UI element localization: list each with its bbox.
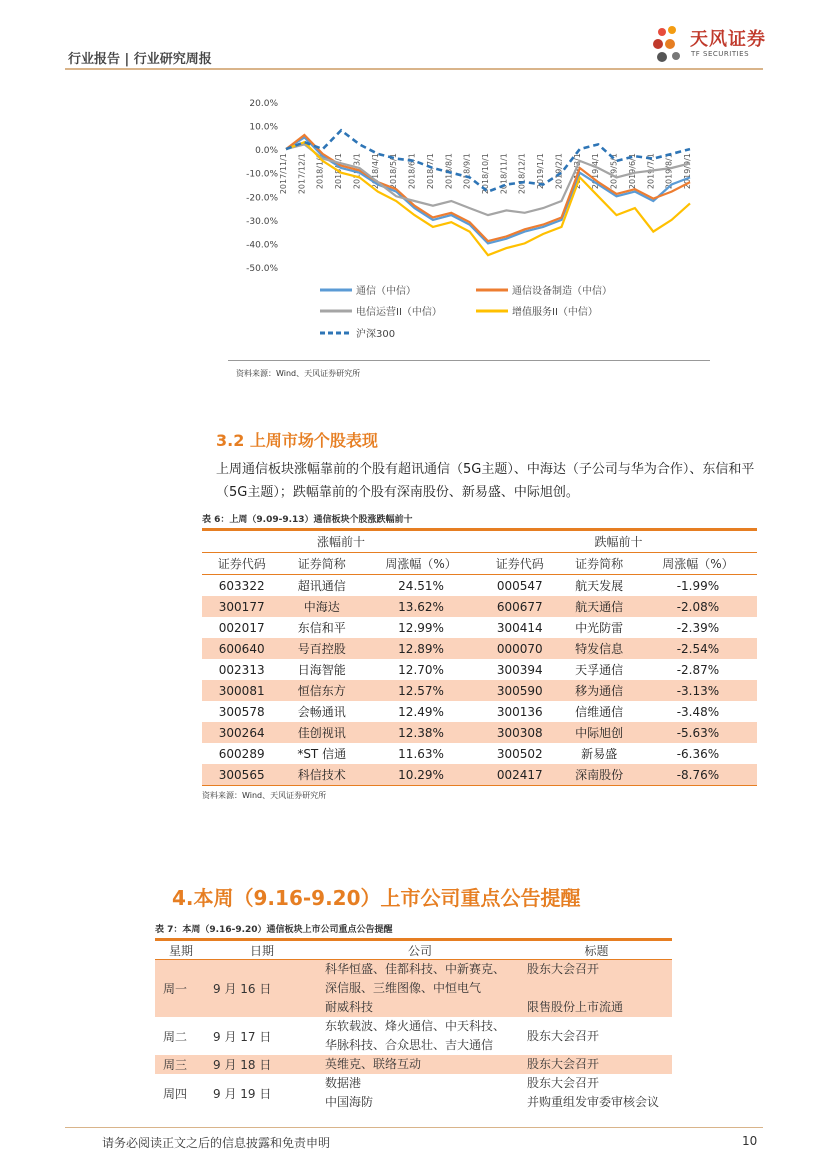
col-header: 证券简称: [281, 553, 362, 575]
y-tick-label: 0.0%: [255, 146, 278, 157]
table-cell: -2.87%: [676, 662, 720, 677]
table-cell: 东信和平: [297, 621, 346, 635]
title-line: 股东大会召开: [527, 962, 600, 976]
table-cell: -2.08%: [639, 596, 757, 617]
chart-bottom-rule: [228, 360, 710, 361]
table-row: [202, 680, 757, 701]
industry-index-chart: [228, 90, 710, 362]
table-cell: 11.63%: [398, 746, 444, 761]
table-cell: -1.99%: [676, 578, 720, 593]
table-cell: 300565: [202, 764, 281, 786]
table-row: [202, 764, 757, 786]
table-cell: -2.39%: [676, 620, 720, 635]
x-tick-label: 2018/2/1: [334, 153, 344, 190]
y-tick-label: -30.0%: [246, 216, 278, 227]
companies-cell: [319, 1074, 521, 1112]
col-header: 日期: [205, 940, 319, 960]
table-cell: 300264: [202, 722, 281, 743]
y-tick-label: -50.0%: [246, 264, 278, 274]
table-cell: 13.62%: [362, 596, 480, 617]
table-cell: 002313: [218, 662, 265, 677]
company-line: 华脉科技、合众思壮、吉大通信: [325, 1038, 494, 1052]
table-cell: -3.13%: [639, 680, 757, 701]
table-cell: 12.70%: [398, 662, 444, 677]
x-tick-label: 2019/1/1: [536, 153, 546, 190]
table-row: [155, 1017, 672, 1055]
table-cell: 航天发展: [575, 579, 624, 593]
table-cell: 特发信息: [559, 638, 638, 659]
table-row: [202, 701, 757, 722]
x-tick-label: 2018/8/1: [444, 153, 454, 190]
title-line: 并购重组发审委审核会议: [527, 1095, 660, 1109]
table-cell: 新易盛: [581, 747, 618, 761]
table-row: [202, 659, 757, 680]
table-cell: 中光防雷: [575, 621, 624, 635]
logo-subtext: TF SECURITIES: [691, 50, 750, 58]
report-header: 行业报告 | 行业研究周报: [68, 52, 212, 67]
date: 9 月 16 日: [213, 982, 272, 996]
table-cell: 移为通信: [559, 680, 638, 701]
x-tick-label: 2019/3/1: [572, 153, 582, 190]
table-row: [202, 722, 757, 743]
table-cell: -6.36%: [676, 746, 720, 761]
table-cell: 300177: [202, 596, 281, 617]
table-cell: 300081: [202, 680, 281, 701]
table-cell: 000070: [480, 638, 559, 659]
table-cell: 600677: [480, 596, 559, 617]
table-cell: 天孚通信: [575, 663, 624, 677]
table-row: [202, 596, 757, 617]
section-title: 3.2 上周市场个股表现: [216, 431, 378, 450]
x-tick-label: 2018/10/1: [481, 153, 490, 195]
date-cell: [205, 1074, 319, 1112]
date: 9 月 18 日: [213, 1058, 272, 1072]
weekday: 周四: [163, 1086, 188, 1101]
date: 9 月 17 日: [213, 1029, 272, 1044]
x-tick-label: 2017/12/1: [297, 153, 307, 195]
date-cell: [205, 960, 319, 1018]
weekday: 周二: [163, 1029, 188, 1044]
title-line: [527, 979, 666, 998]
titles-cell: [521, 1017, 672, 1055]
company-line: 科华恒盛、佳都科技、中新赛克、: [325, 962, 506, 976]
companies-cell: [319, 1017, 521, 1055]
table-cell: 中际旭创: [559, 722, 638, 743]
col-header: 证券代码: [480, 553, 559, 575]
weekday: 周一: [163, 982, 188, 996]
date: 9 月 19 日: [213, 1086, 272, 1101]
footer-divider: [65, 1127, 763, 1128]
table-cell: 12.99%: [398, 620, 444, 635]
col-header: 周涨幅（%）: [362, 553, 480, 575]
title-line: 股东大会召开: [527, 1057, 600, 1071]
table-row: [155, 1055, 672, 1074]
table-cell: 300590: [480, 680, 559, 701]
table-cell: 300414: [496, 620, 543, 635]
companies-cell: [319, 960, 521, 1018]
footer-disclaimer: 请务必阅读正文之后的信息披露和免责申明: [102, 1136, 331, 1150]
x-tick-label: 2019/8/1: [664, 153, 674, 190]
table-cell: 600289: [218, 746, 265, 761]
x-tick-label: 2018/11/1: [499, 153, 509, 195]
company-line: 中国海防: [325, 1095, 374, 1109]
page-number: 10: [742, 1134, 758, 1148]
weekday-cell: [155, 1017, 205, 1055]
y-tick-label: -10.0%: [246, 169, 278, 180]
table-cell: 12.57%: [362, 680, 480, 701]
x-tick-label: 2019/6/1: [627, 153, 637, 190]
titles-cell: [521, 1074, 672, 1112]
table-row: [202, 617, 757, 638]
x-tick-label: 2018/7/1: [425, 153, 435, 190]
header-divider: [65, 68, 763, 70]
legend-label: 沪深300: [356, 329, 396, 340]
title-line: 股东大会召开: [527, 1076, 600, 1090]
table-cell: 佳创视讯: [281, 722, 362, 743]
title-line: 限售股份上市流通: [527, 1000, 624, 1014]
table-cell: 300136: [496, 704, 543, 719]
losers-group-header: 跌幅前十: [480, 530, 757, 553]
table-cell: 航天通信: [559, 596, 638, 617]
y-tick-label: -40.0%: [246, 240, 278, 251]
companies-cell: [319, 1055, 521, 1074]
company-line: 数据港: [325, 1076, 362, 1090]
company-line: 东软载波、烽火通信、中天科技、: [325, 1019, 506, 1033]
table6-source: 资料来源：Wind、天风证券研究所: [202, 791, 327, 800]
y-tick-label: 10.0%: [249, 122, 278, 133]
table-cell: -3.48%: [676, 704, 720, 719]
table-cell: 会畅通讯: [297, 705, 346, 719]
table-cell: 603322: [218, 578, 265, 593]
y-tick-label: -20.0%: [246, 193, 278, 204]
col-header: 星期: [155, 940, 205, 960]
titles-cell: [521, 1055, 672, 1074]
legend-label: 电信运营II（中信）: [356, 307, 442, 318]
table-cell: 300578: [218, 704, 265, 719]
gainers-group-header: 涨幅前十: [202, 530, 480, 553]
legend-label: 通信（中信）: [356, 286, 416, 297]
col-header: 证券简称: [559, 553, 638, 575]
table-cell: 超讯通信: [297, 579, 346, 593]
x-tick-label: 2018/5/1: [389, 153, 399, 190]
x-tick-label: 2018/4/1: [370, 153, 380, 190]
table-row: [202, 638, 757, 659]
x-tick-label: 2018/6/1: [407, 153, 417, 190]
x-tick-label: 2017/11/1: [279, 153, 288, 195]
table-cell: 000547: [496, 578, 543, 593]
table-cell: 300308: [480, 722, 559, 743]
x-tick-label: 2019/2/1: [554, 153, 564, 190]
weekday: 周三: [163, 1058, 188, 1072]
weekday-cell: [155, 960, 205, 1018]
table-cell: 002017: [218, 620, 265, 635]
date-cell: [205, 1055, 319, 1074]
legend-label: 增值服务II（中信）: [512, 307, 598, 318]
table-cell: 600640: [202, 638, 281, 659]
table-cell: 12.49%: [398, 704, 444, 719]
weekday-cell: [155, 1055, 205, 1074]
x-tick-label: 2018/1/1: [315, 153, 325, 190]
col-header: 标题: [521, 940, 672, 960]
col-header: 证券代码: [202, 553, 281, 575]
table6-caption: 表 6：上周（9.09-9.13）通信板块个股涨跌幅前十: [202, 515, 413, 525]
table-cell: -2.54%: [639, 638, 757, 659]
col-header: 周涨幅（%）: [639, 553, 757, 575]
x-tick-label: 2018/12/1: [517, 153, 527, 195]
table-cell: 中海达: [281, 596, 362, 617]
company-line: 深信服、三维图像、中恒电气: [325, 981, 482, 995]
x-tick-label: 2019/7/1: [646, 153, 656, 190]
table-cell: 300394: [496, 662, 543, 677]
table-cell: 日海智能: [297, 663, 346, 677]
table-cell: 信维通信: [575, 705, 624, 719]
table-row: [202, 743, 757, 764]
table-cell: -5.63%: [639, 722, 757, 743]
x-tick-label: 2018/3/1: [352, 153, 362, 190]
section-title: 4.本周（9.16-9.20）上市公司重点公告提醒: [172, 886, 581, 910]
table-cell: 10.29%: [362, 764, 480, 786]
table-cell: 002417: [480, 764, 559, 786]
table-cell: *ST 信通: [297, 747, 347, 761]
company-line: 英维克、联络互动: [325, 1057, 422, 1071]
title-line: 股东大会召开: [527, 1028, 600, 1043]
logo-text: 天风证券: [690, 29, 766, 50]
legend-label: 通信设备制造（中信）: [512, 286, 612, 297]
table-cell: 300502: [496, 746, 543, 761]
table-row: [155, 960, 672, 1018]
date-cell: [205, 1017, 319, 1055]
company-line: 耐威科技: [325, 1000, 374, 1014]
table-row: [202, 575, 757, 597]
table-cell: 深南股份: [559, 764, 638, 786]
x-tick-label: 2018/9/1: [462, 153, 472, 190]
table-cell: -8.76%: [639, 764, 757, 786]
table-row: [155, 1074, 672, 1112]
section-paragraph: 上周通信板块涨幅靠前的个股有超讯通信（5G主题）、中海达（子公司与华为合作）、东信和平（5G主题）；跌幅靠前的个股有深南股份、新易盛、中际旭创。: [216, 462, 755, 500]
gainers-losers-table: [202, 528, 757, 786]
table-cell: 12.89%: [362, 638, 480, 659]
announcements-table: [155, 938, 672, 1112]
y-tick-label: 20.0%: [249, 99, 278, 109]
col-header: 公司: [319, 940, 521, 960]
x-tick-label: 2019/9/1: [683, 153, 692, 190]
table-cell: 号百控股: [281, 638, 362, 659]
table-cell: 科信技术: [281, 764, 362, 786]
x-tick-label: 2019/5/1: [609, 153, 619, 190]
weekday-cell: [155, 1074, 205, 1112]
table-cell: 恒信东方: [281, 680, 362, 701]
titles-cell: [521, 960, 672, 1018]
table7-caption: 表 7：本周（9.16-9.20）通信板块上市公司重点公告提醒: [155, 925, 393, 935]
chart-source: 资料来源：Wind、天风证券研究所: [236, 369, 361, 378]
company-logo-icon: [650, 24, 690, 68]
x-tick-label: 2019/4/1: [591, 153, 601, 190]
table-cell: 24.51%: [398, 578, 444, 593]
table-cell: 12.38%: [362, 722, 480, 743]
